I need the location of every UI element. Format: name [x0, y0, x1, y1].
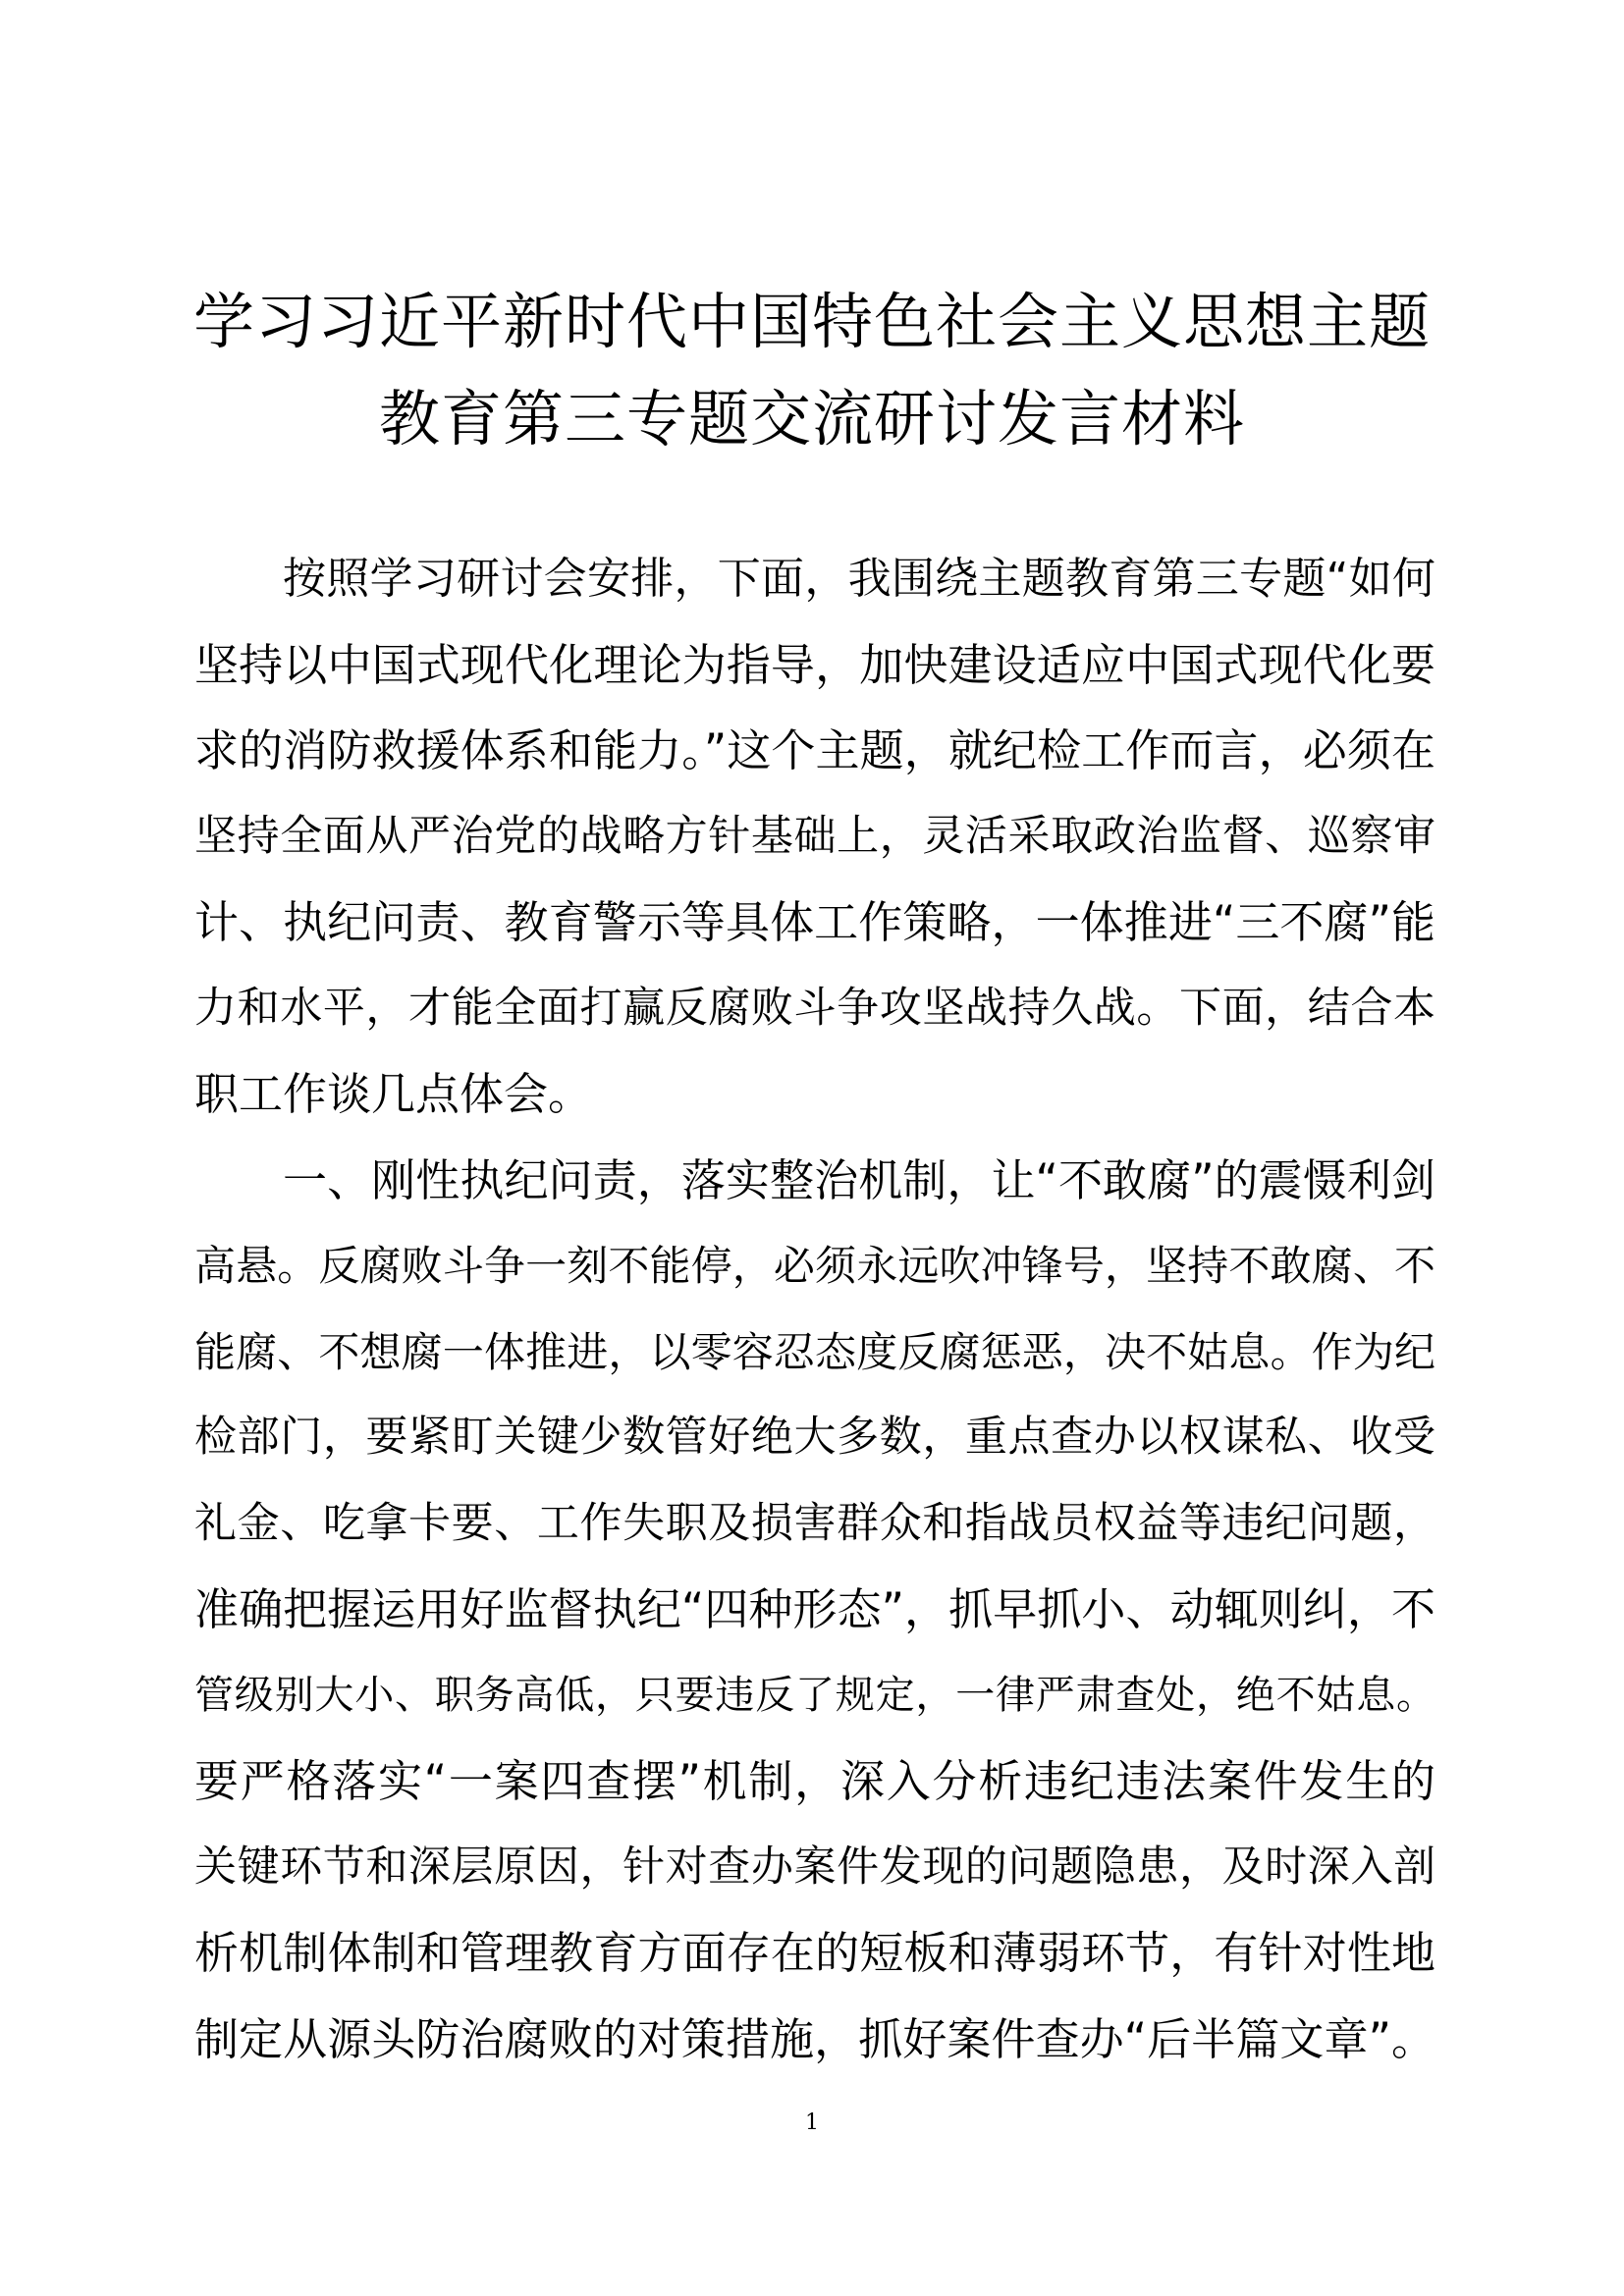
text-line: 关键环节和深层原因，针对查办案件发现的问题隐患，及时深入剖 — [194, 1842, 1435, 1892]
text-line: 职工作谈几点体会。 — [194, 1068, 593, 1120]
paragraph-section-1 — [194, 1138, 1435, 2168]
text-line: 坚持以中国式现代化理论为指导，加快建设适应中国式现代化要 — [194, 638, 1435, 691]
paragraph-intro — [194, 536, 1435, 1138]
page-number: 1 — [805, 2110, 819, 2135]
section-heading-line: 一、刚性执纪问责，落实整治机制，让“不敢腐”的震慑利剑 — [283, 1153, 1435, 1206]
text-line: 按照学习研讨会安排，下面，我围绕主题教育第三专题“如何 — [283, 554, 1435, 604]
text-line: 力和水平，才能全面打赢反腐败斗争攻坚战持久战。下面，结合本 — [194, 983, 1435, 1033]
document-title — [147, 273, 1477, 467]
text-line: 坚持全面从严治党的战略方针基础上，灵活采取政治监督、巡察审 — [194, 811, 1435, 861]
text-line: 准确把握运用好监督执纪“四种形态”，抓早抓小、动辄则纠，不 — [194, 1583, 1435, 1635]
text-line: 计、执纪问责、教育警示等具体工作策略，一体推进“三不腐”能 — [194, 896, 1435, 948]
document-body — [194, 536, 1435, 2168]
title-line-2: 教育第三专题交流研讨发言材料 — [378, 383, 1245, 454]
text-line: 能腐、不想腐一体推进，以零容忍态度反腐惩恶，决不姑息。作为纪 — [194, 1327, 1435, 1376]
title-line-1: 学习习近平新时代中国特色社会主义思想主题 — [192, 286, 1431, 357]
text-line: 礼金、吃拿卡要、工作失职及损害群众和指战员权益等违纪问题， — [194, 1498, 1435, 1548]
text-line: 析机制体制和管理教育方面存在的短板和薄弱环节，有针对性地 — [194, 1927, 1435, 1979]
text-line: 要严格落实“一案四查摆”机制，深入分析违纪违法案件发生的 — [194, 1755, 1435, 1807]
text-line: 制定从源头防治腐败的对策措施，抓好案件查办“后半篇文章”。 — [194, 2012, 1435, 2065]
text-line: 检部门，要紧盯关键少数管好绝大多数，重点查办以权谋私、收受 — [194, 1413, 1435, 1462]
text-line: 管级别大小、职务高低，只要违反了规定，一律严肃查处，绝不姑息。 — [194, 1672, 1435, 1718]
text-line: 求的消防救援体系和能力。”这个主题，就纪检工作而言，必须在 — [194, 724, 1435, 776]
text-line: 高悬。反腐败斗争一刻不能停，必须永远吹冲锋号，坚持不敢腐、不 — [194, 1242, 1435, 1290]
